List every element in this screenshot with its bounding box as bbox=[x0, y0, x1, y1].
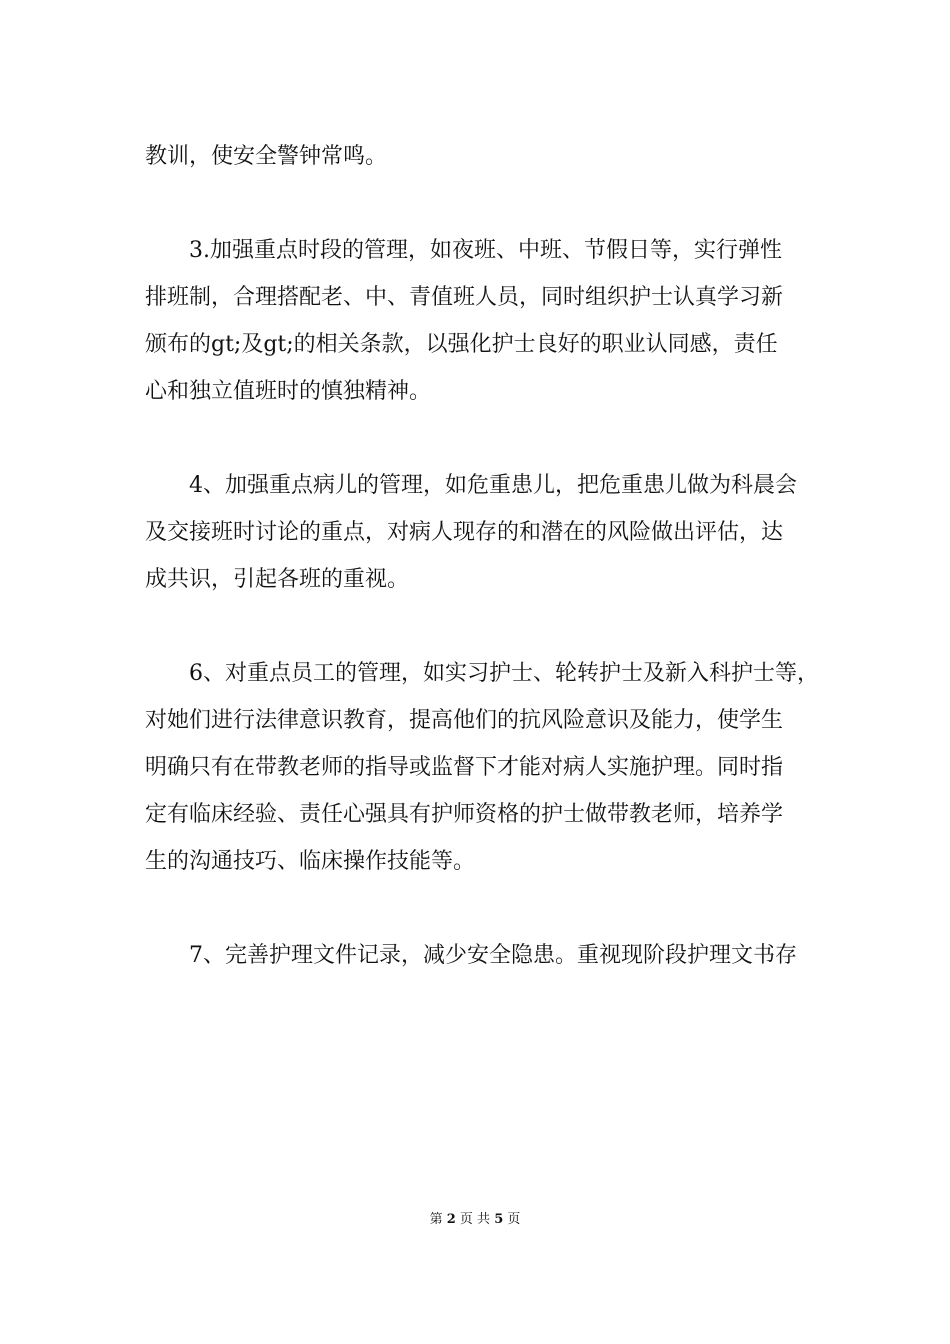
text-line: 颁布的gt;及gt;的相关条款，以强化护士良好的职业认同感，责任 bbox=[145, 332, 778, 357]
page-footer bbox=[0, 1208, 950, 1227]
footer-middle: 页 共 bbox=[459, 1212, 491, 1227]
text-line: 教训，使安全警钟常鸣。 bbox=[145, 144, 388, 169]
paragraph bbox=[145, 932, 830, 979]
paragraph-gap bbox=[145, 603, 830, 650]
text-line: 定有临床经验、责任心强具有护师资格的护士做带教老师，培养学 bbox=[145, 802, 784, 827]
text-line: 明确只有在带教老师的指导或监督下才能对病人实施护理。同时指 bbox=[145, 755, 784, 780]
text-line: 6、对重点员工的管理，如实习护士、轮转护士及新入科护士等， bbox=[189, 661, 819, 686]
document-body bbox=[145, 133, 830, 979]
footer-total-pages: 5 bbox=[494, 1212, 504, 1227]
paragraph bbox=[145, 133, 830, 180]
text-line: 3.加强重点时段的管理，如夜班、中班、节假日等，实行弹性 bbox=[189, 238, 782, 263]
paragraph bbox=[145, 227, 830, 415]
text-line: 4、加强重点病儿的管理，如危重患儿，把危重患儿做为科晨会 bbox=[189, 473, 797, 498]
text-line: 成共识，引起各班的重视。 bbox=[145, 567, 410, 592]
text-line: 对她们进行法律意识教育，提高他们的抗风险意识及能力，使学生 bbox=[145, 708, 784, 733]
footer-prefix: 第 bbox=[429, 1212, 443, 1227]
paragraph-gap bbox=[145, 180, 830, 227]
footer-suffix: 页 bbox=[507, 1212, 521, 1227]
paragraph bbox=[145, 462, 830, 603]
text-line: 7、完善护理文件记录，减少安全隐患。重视现阶段护理文书存 bbox=[189, 943, 797, 968]
text-line: 心和独立值班时的慎独精神。 bbox=[145, 379, 432, 404]
paragraph-gap bbox=[145, 415, 830, 462]
paragraph bbox=[145, 650, 830, 885]
footer-current-page: 2 bbox=[446, 1212, 456, 1227]
text-line: 生的沟通技巧、临床操作技能等。 bbox=[145, 849, 476, 874]
text-line: 排班制，合理搭配老、中、青值班人员，同时组织护士认真学习新 bbox=[145, 285, 784, 310]
text-line: 及交接班时讨论的重点，对病人现存的和潜在的风险做出评估，达 bbox=[145, 520, 784, 545]
paragraph-gap bbox=[145, 885, 830, 932]
